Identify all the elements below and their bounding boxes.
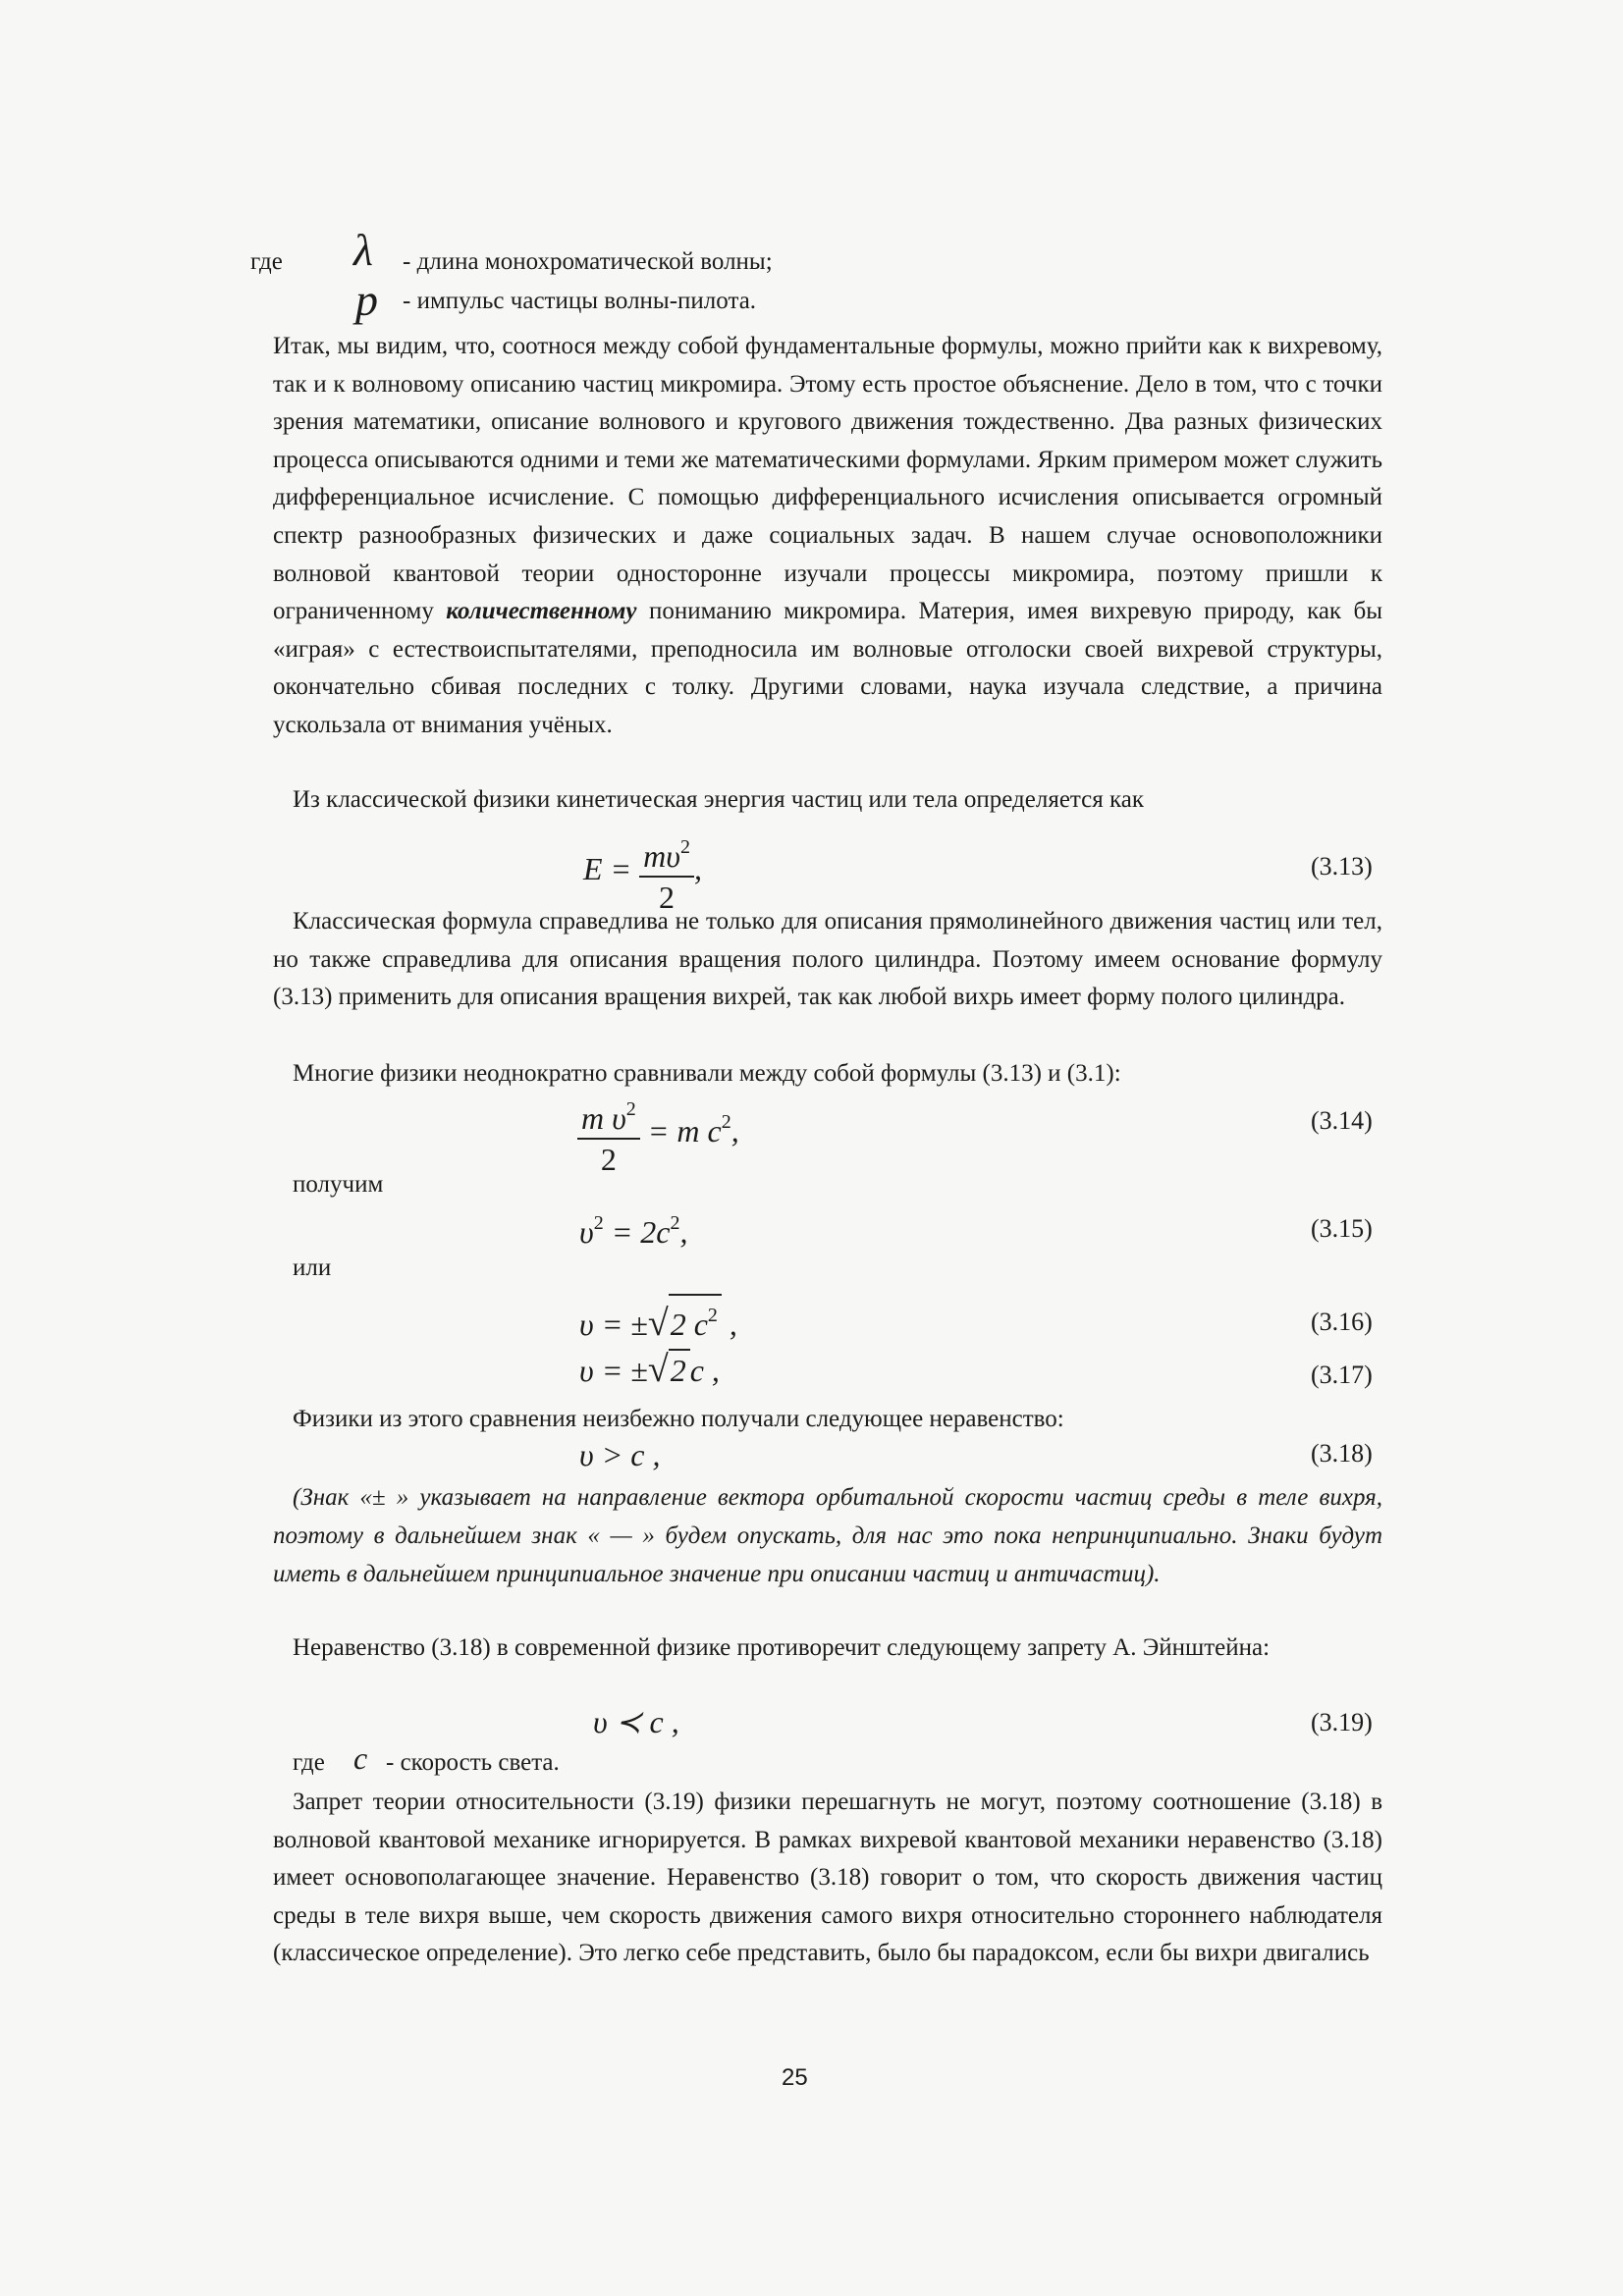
eq314-rhs-exponent: 2 [721,1110,731,1133]
eq318-body: υ > c , [579,1437,661,1472]
sqrt-radical-icon: √ [647,1349,669,1390]
p-definition: - импульс частицы волны-пилота. [403,288,757,314]
label-get: получим [293,1171,384,1198]
eq313-numerator: mυ [643,838,680,874]
lambda-symbol: λ [353,225,373,275]
emphasis-word: количественному [446,598,637,625]
page-number: 25 [782,2064,808,2091]
eq314-exponent: 2 [625,1098,636,1120]
equation-3-17 [579,1349,720,1390]
paragraph-6: Неравенство (3.18) в современной физике противоречит следующему запрету А. Эйнштейна: [293,1634,1271,1661]
paragraph-1-part-b: пониманию микромира. Материя, имея вихревую природу, как бы «играя» с естествоиспытателями, преподносила им волновые отголоски своей вихревой структуры, окончательно сбивая последних с толку. Другими словами, наука изучала следствие, а причина ускользала от внимания учёных. [273,598,1382,738]
equation-3-19 [593,1702,679,1741]
paragraph-5: Физики из этого сравнения неизбежно получали следующее неравенство: [293,1406,1064,1432]
eq317-number: (3.17) [1311,1361,1373,1389]
eq315-v: υ [579,1214,594,1250]
eq315-exponent-2: 2 [670,1212,680,1234]
eq315-number: (3.15) [1311,1214,1373,1243]
eq315-mid: = 2c [603,1214,671,1250]
equation-3-16 [579,1294,737,1344]
equation-3-15 [579,1203,687,1252]
paragraph-3: Классическая формула справедлива не только для описания прямолинейного движения частиц или тел, но также справедлива для описания вращения полого цилиндра. Поэтому имеем основание формулу (3.13) применить для описания вращения вихрей, так как любой вихрь имеет форму полого цилиндра. [273,908,1382,1011]
eq316-number: (3.16) [1311,1308,1373,1336]
eq313-denominator: 2 [659,880,676,915]
eq313-number: (3.13) [1311,852,1373,881]
eq314-comma: , [730,1112,739,1148]
c-definition: - скорость света. [386,1749,560,1776]
eq319-number: (3.19) [1311,1708,1373,1736]
sqrt-radical-icon: √ [647,1303,669,1344]
eq314-number: (3.14) [1311,1106,1373,1135]
paragraph-1 [273,328,1382,745]
c-symbol: c [353,1740,368,1776]
p-symbol: p [355,275,378,325]
eq315-exponent-1: 2 [593,1212,604,1234]
eq313-comma: , [693,850,702,886]
eq314-denominator: 2 [600,1142,617,1177]
eq316-lhs: υ = ± [579,1307,648,1342]
equation-3-14 [577,1090,739,1179]
paragraph-4: Многие физики неоднократно сравнивали между собой формулы (3.13) и (3.1): [293,1060,1121,1087]
paragraph-1-part-a: Итак, мы видим, что, соотнося между собой фундаментальные формулы, можно прийти как к вихревому, так и к волновому описанию частиц микромира. Этому есть простое объяснение. Дело в том, что с точки зрения математики, описание волнового и кругового движения тождественно. Два разных физических процесса описываются одними и теми же математическими формулами. Ярким примером может служить дифференциальное исчисление. С помощью дифференциального исчисления описывается огромный спектр разнообразных физических и даже социальных задач. В нашем случае основоположники волновой квантовой теории односторонне изучали процессы микромира, поэтому пришли к ограниченному [273,333,1382,625]
eq317-lhs: υ = ± [579,1353,648,1388]
lambda-definition: - длина монохроматической волны; [403,248,773,275]
eq315-comma: , [679,1214,688,1250]
eq318-number: (3.18) [1311,1439,1373,1468]
eq316-radicand [669,1294,722,1344]
eq313-exponent: 2 [679,836,690,858]
paragraph-2: Из классической физики кинетическая энергия частиц или тела определяется как [293,786,1145,813]
equation-3-18 [579,1435,660,1474]
sign-note: (Знак «± » указывает на направление вектора орбитальной скорости частиц среды в теле вихря, поэтому в дальнейшем знак « — » будем опускать, для нас это пока непринципиально. Знаки будут иметь в дальнейшем принципиальное значение при описании частиц и античастиц). [273,1484,1382,1587]
paragraph-7: Запрет теории относительности (3.19) физики перешагнуть не могут, поэтому соотношение (3.18) в волновой квантовой механике игнорируется. В рамках вихревой квантовой механики неравенство (3.18) имеет основополагающее значение. Неравенство (3.18) говорит о том, что скорость движения частиц среды в теле вихря выше, чем скорость движения самого вихря относительно стороннего наблюдателя (классическое определение). Это легко себе представить, было бы парадоксом, если бы вихри двигались [273,1789,1382,1967]
eq317-radicand: 2 [669,1349,690,1390]
eq314-fraction [577,1090,640,1179]
eq319-body: υ ≺ c , [593,1704,679,1739]
eq316-radicand-text: 2 c [670,1307,708,1342]
eq314-rhs: = m c [647,1112,722,1148]
eq314-numerator: m υ [581,1100,626,1136]
where-word: где [250,248,283,275]
eq313-lhs: E = [583,850,632,886]
label-or: или [293,1255,332,1281]
eq317-rest: c , [689,1353,720,1388]
eq316-exponent: 2 [707,1305,718,1326]
eq316-comma: , [729,1307,737,1342]
c-where-word: где [293,1749,325,1776]
